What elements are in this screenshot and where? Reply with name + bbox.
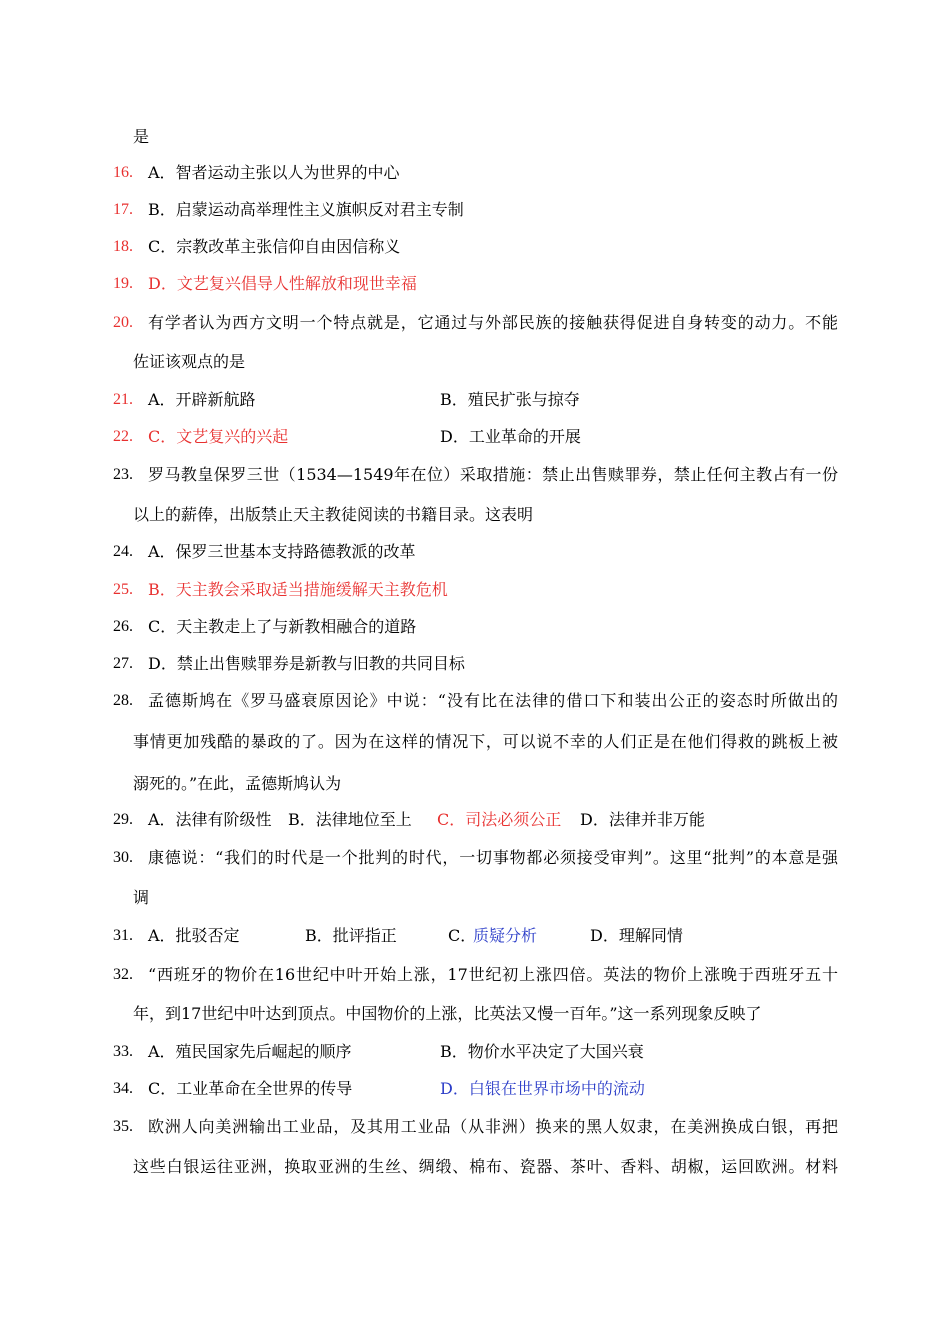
line-number: 29. [113, 811, 133, 828]
line-number: 17. [113, 201, 133, 218]
option-line [0, 616, 950, 638]
question-line [0, 690, 950, 712]
line-number: 34. [113, 1080, 133, 1097]
option-a: A．开辟新航路 [148, 390, 256, 409]
question-text: 有学者认为西方文明一个特点就是，它通过与外部民族的接触获得促进自身转变的动力。不能 [148, 313, 838, 332]
line-number: 23. [113, 466, 133, 483]
line-text: 事情更加残酷的暴政的了。因为在这样的情况下，可以说不幸的人们正是在他们得救的跳板上被 [133, 732, 838, 751]
question-text: “西班牙的物价在16世纪中叶开始上涨，17世纪初上涨四倍。英法的物价上涨晚于西班牙五十 [148, 965, 838, 984]
continuation-line [0, 731, 950, 753]
line-text: 佐证该观点的是 [133, 352, 246, 371]
continuation-line [0, 1003, 950, 1025]
line-number: 24. [113, 543, 133, 560]
line-text: 溺死的。”在此，孟德斯鸠认为 [133, 774, 342, 793]
line-number: 20. [113, 314, 133, 331]
question-text: 罗马教皇保罗三世（1534—1549年在位）采取措施：禁止出售赎罪券，禁止任何主教占有一份 [148, 465, 838, 484]
option-line [0, 389, 950, 411]
option-d: D．禁止出售赎罪券是新教与旧教的共同目标 [148, 654, 465, 673]
question-line [0, 464, 950, 486]
option-c-answer: C．司法必须公正 [437, 810, 562, 829]
option-a: A．殖民国家先后崛起的顺序 [148, 1042, 352, 1061]
line-number: 25. [113, 581, 133, 598]
option-line [0, 426, 950, 448]
line-number: 30. [113, 849, 133, 866]
line-text: 以上的薪俸，出版禁止天主教徒阅读的书籍目录。这表明 [133, 505, 534, 524]
option-d: D．理解同情 [590, 926, 683, 945]
option-b: B．启蒙运动高举理性主义旗帜反对君主专制 [148, 200, 464, 219]
question-line [0, 1116, 950, 1138]
question-line [0, 312, 950, 334]
option-line [0, 273, 950, 295]
option-d-answer: D．白银在世界市场中的流动 [440, 1079, 645, 1098]
question-text: 孟德斯鸠在《罗马盛衰原因论》中说：“没有比在法律的借口下和装出公正的姿态时所做出的 [148, 691, 838, 710]
continuation-line [0, 1156, 950, 1178]
option-b: B．批评指正 [305, 926, 397, 945]
line-number: 21. [113, 391, 133, 408]
option-a: A．智者运动主张以人为世界的中心 [148, 163, 400, 182]
option-line [0, 199, 950, 221]
option-d: D．法律并非万能 [580, 810, 705, 829]
option-b: B．法律地位至上 [288, 810, 412, 829]
question-text: 康德说：“我们的时代是一个批判的时代，一切事物都必须接受审判”。这里“批判”的本意是强 [148, 848, 838, 867]
option-line [0, 809, 950, 831]
option-line [0, 1078, 950, 1100]
option-c: C．天主教走上了与新教相融合的道路 [148, 617, 417, 636]
line-number: 32. [113, 966, 133, 983]
line-number: 28. [113, 692, 133, 709]
line-text: 年，到17世纪中叶达到顶点。中国物价的上涨，比英法又慢一百年。”这一系列现象反映了 [133, 1004, 762, 1023]
option-b: B．殖民扩张与掠夺 [440, 390, 580, 409]
option-line [0, 236, 950, 258]
line-text: 这些白银运往亚洲，换取亚洲的生丝、绸缎、棉布、瓷器、茶叶、香料、胡椒，运回欧洲。材料 [133, 1157, 838, 1176]
option-c: C．工业革命在全世界的传导 [148, 1079, 353, 1098]
option-line [0, 541, 950, 563]
option-c-answer: 质疑分析 [473, 926, 538, 945]
option-b: B．物价水平决定了大国兴衰 [440, 1042, 644, 1061]
option-line [0, 162, 950, 184]
line-text: 调 [133, 888, 150, 907]
line-number: 27. [113, 655, 133, 672]
continuation-line [0, 126, 950, 148]
option-b-answer: B．天主教会采取适当措施缓解天主教危机 [148, 580, 448, 599]
option-a: A．法律有阶级性 [148, 810, 272, 829]
option-a: A．保罗三世基本支持路德教派的改革 [148, 542, 416, 561]
line-number: 33. [113, 1043, 133, 1060]
line-number: 35. [113, 1118, 133, 1135]
line-number: 19. [113, 275, 133, 292]
line-text: 是 [133, 127, 150, 146]
continuation-line [0, 887, 950, 909]
line-number: 26. [113, 618, 133, 635]
option-d: D．工业革命的开展 [440, 427, 581, 446]
option-line [0, 653, 950, 675]
option-line [0, 1041, 950, 1063]
option-c-answer: C．文艺复兴的兴起 [148, 427, 289, 446]
line-number: 22. [113, 428, 133, 445]
line-number: 16. [113, 164, 133, 181]
continuation-line [0, 504, 950, 526]
option-c: C．宗教改革主张信仰自由因信称义 [148, 237, 401, 256]
option-d-answer: D．文艺复兴倡导人性解放和现世幸福 [148, 274, 417, 293]
option-a: A．批驳否定 [148, 926, 240, 945]
continuation-line [0, 351, 950, 373]
line-number: 18. [113, 238, 133, 255]
question-line [0, 964, 950, 986]
continuation-line [0, 773, 950, 795]
option-line [0, 925, 950, 947]
line-number: 31. [113, 927, 133, 944]
option-line [0, 579, 950, 601]
question-text: 欧洲人向美洲输出工业品，及其用工业品（从非洲）换来的黑人奴隶，在美洲换成白银，再把 [148, 1117, 838, 1136]
question-line [0, 847, 950, 869]
option-c-label: C． [448, 926, 477, 945]
